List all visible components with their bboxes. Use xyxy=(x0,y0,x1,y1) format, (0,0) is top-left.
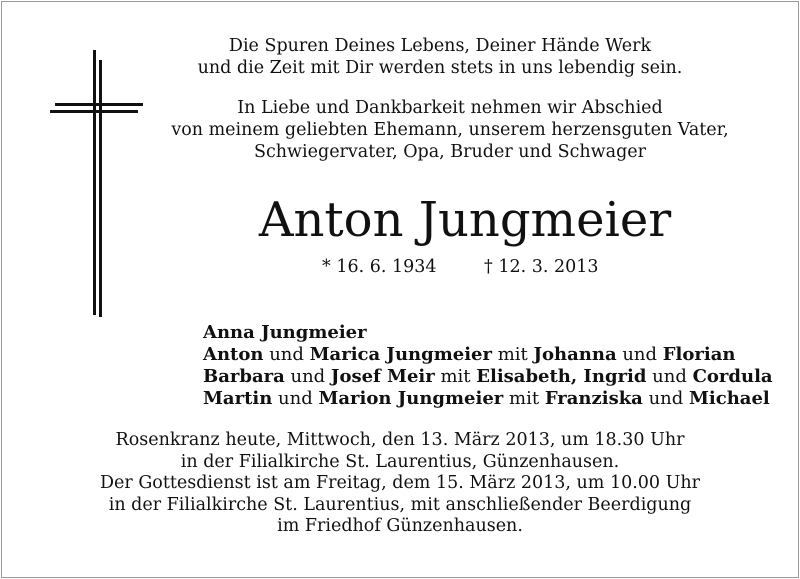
mourner-row xyxy=(203,322,783,344)
service-details xyxy=(60,430,740,538)
mourner-name: Johanna xyxy=(533,344,617,365)
connector-text: und xyxy=(642,388,689,409)
death-date: † 12. 3. 2013 xyxy=(484,257,599,277)
mourner-row xyxy=(203,366,783,388)
connector-text: mit xyxy=(503,388,545,409)
mourner-name: Elisabeth, Ingrid xyxy=(476,366,647,387)
mourner-row xyxy=(203,344,783,366)
connector-text: und xyxy=(646,366,693,387)
farewell-line: von meinem geliebten Ehemann, unserem herzensguten Vater, xyxy=(171,120,729,140)
mourner-name: Martin xyxy=(203,388,273,409)
mourner-name: Barbara xyxy=(203,366,285,387)
farewell-line: Schwiegervater, Opa, Bruder und Schwager xyxy=(254,142,646,162)
memorial-verse xyxy=(150,35,730,79)
connector-text: und xyxy=(284,366,331,387)
mourner-name: Franziska xyxy=(544,388,643,409)
deceased-name: Anton Jungmeier xyxy=(258,192,672,248)
service-line: im Friedhof Günzenhausen. xyxy=(277,516,523,537)
mourner-name: Michael xyxy=(689,388,770,409)
connector-text: und xyxy=(272,388,319,409)
mourner-name: Cordula xyxy=(692,366,773,387)
service-line: Der Gottesdienst ist am Freitag, dem 15. März 2013, um 10.00 Uhr xyxy=(100,473,700,494)
verse-line: und die Zeit mit Dir werden stets in uns lebendig sein. xyxy=(197,58,683,78)
service-line: in der Filialkirche St. Laurentius, mit anschließender Beerdigung xyxy=(108,494,692,515)
mourners-list xyxy=(203,322,783,410)
mourner-name: Anna Jungmeier xyxy=(203,322,367,343)
connector-text: und xyxy=(616,344,663,365)
mourner-name: Josef Meir xyxy=(330,366,435,387)
verse-line: Die Spuren Deines Lebens, Deiner Hände Werk xyxy=(228,36,652,56)
connector-text: mit xyxy=(434,366,477,387)
service-line: in der Filialkirche St. Laurentius, Günzenhausen. xyxy=(180,451,620,472)
farewell-line: In Liebe und Dankbarkeit nehmen wir Abschied xyxy=(237,98,663,118)
mourner-name: Florian xyxy=(662,344,736,365)
mourner-name: Marion Jungmeier xyxy=(318,388,504,409)
connector-text: mit xyxy=(491,344,534,365)
farewell-text xyxy=(130,97,770,163)
birth-date: * 16. 6. 1934 xyxy=(322,257,437,277)
service-line: Rosenkranz heute, Mittwoch, den 13. März 2013, um 18.30 Uhr xyxy=(115,430,685,450)
mourner-row xyxy=(203,388,783,410)
mourner-name: Anton xyxy=(203,344,264,365)
connector-text: und xyxy=(263,344,310,365)
mourner-name: Marica Jungmeier xyxy=(309,344,492,365)
